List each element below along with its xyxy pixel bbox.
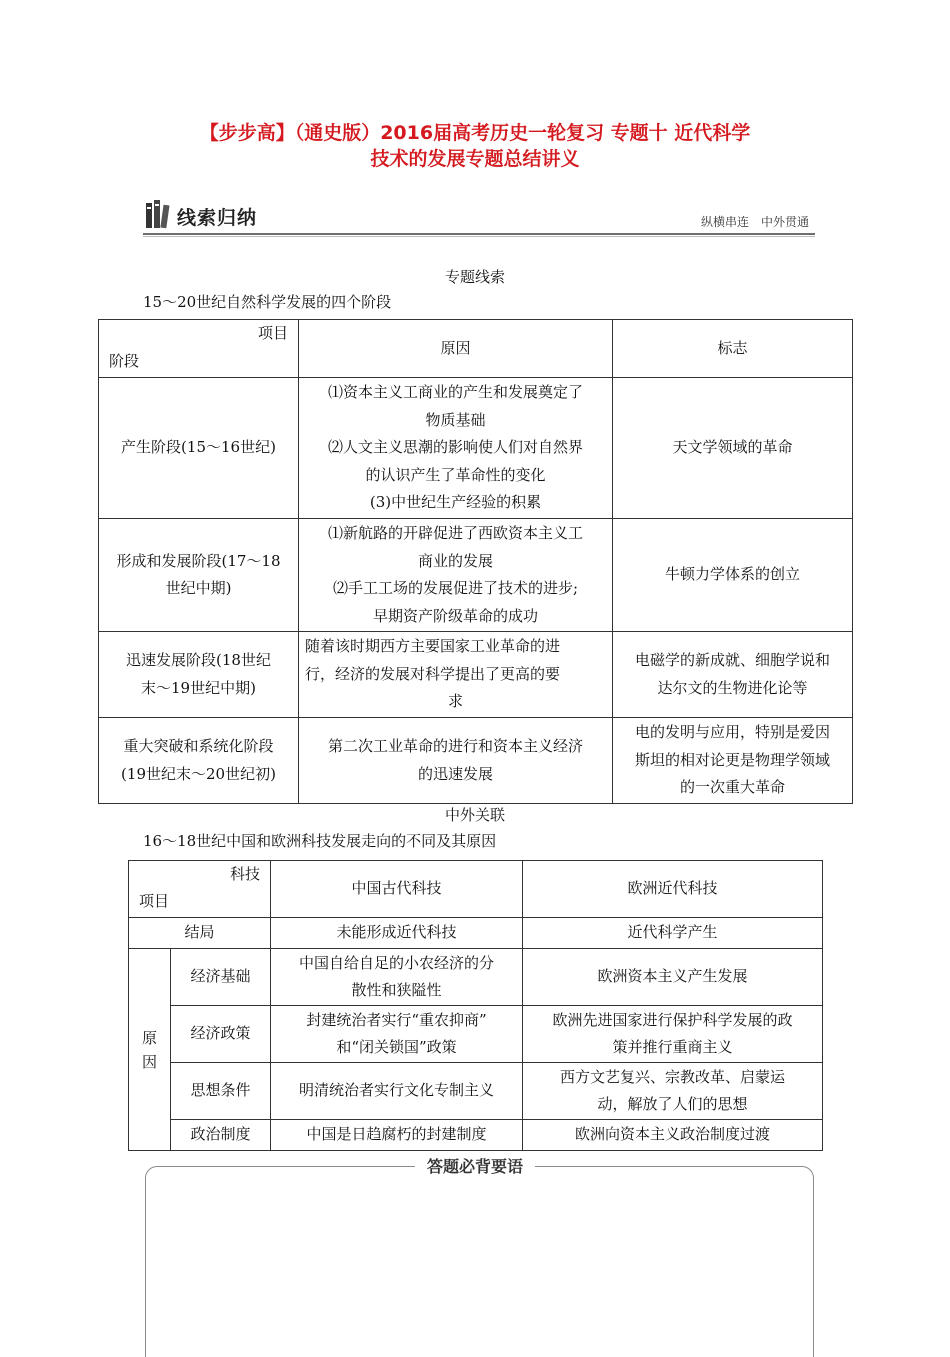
table-row [99, 519, 853, 632]
books-icon [145, 199, 171, 229]
cause-line: (3)中世纪生产经验的积累 [369, 493, 542, 512]
reason-line: 散性和狭隘性 [351, 981, 442, 999]
cause-line: 随着该时期西方主要国家工业革命的进 [305, 637, 561, 656]
reason-line: 封建统治者实行“重农抑商” [306, 1010, 487, 1029]
table-row [129, 1063, 823, 1120]
stage-cell [99, 718, 299, 804]
mark-line: 电磁学的新成就、细胞学说和 [634, 651, 830, 669]
banner-subtitle: 纵横串连 中外贯通 [700, 215, 809, 229]
cause-line: ⑵人文主义思潮的影响使人们对自然界 [327, 438, 583, 457]
stage-cell [99, 519, 299, 632]
outcome-europe: 近代科学产生 [523, 918, 823, 949]
table-header-row [129, 861, 823, 918]
table-row [99, 632, 853, 718]
title-line-2: 技术的发展专题总结讲义 [370, 148, 580, 170]
stage-line: 重大突破和系统化阶段 [123, 737, 274, 755]
reason-label-char: 原 [141, 1028, 157, 1047]
diagonal-header-cell [99, 320, 299, 378]
stage-line: (19世纪末～20世纪初) [121, 764, 276, 783]
stage-line: 形成和发展阶段(17～18 [116, 551, 281, 570]
header-item-label: 项目 [139, 891, 170, 910]
reason-line: 西方文艺复兴、宗教改革、启蒙运 [559, 1067, 785, 1086]
header-tech-label: 科技 [229, 865, 260, 883]
section2-caption: 16～18世纪中国和欧洲科技发展走向的不同及其原因 [143, 832, 497, 850]
cause-line: 行，经济的发展对科学提出了更高的要 [305, 664, 561, 683]
reason-line: 和“闭关锁国”政策 [336, 1038, 457, 1056]
reason-item: 思想条件 [171, 1063, 271, 1120]
banner-divider [143, 233, 815, 235]
cause-line: 物质基础 [425, 410, 486, 429]
mark-line: 斯坦的相对论更是物理学领域 [634, 750, 830, 769]
reason-china [271, 949, 523, 1006]
cause-line: 早期资产阶级革命的成功 [372, 606, 538, 625]
section2-label: 中外关联 [444, 806, 505, 824]
cause-cell [299, 519, 613, 632]
cause-line: ⑴资本主义工商业的产生和发展奠定了 [327, 383, 583, 402]
table-row [129, 918, 823, 949]
cause-line: 的迅速发展 [417, 764, 493, 783]
reason-europe: 欧洲资本主义产生发展 [523, 949, 823, 1006]
tip-box-frame [145, 1166, 814, 1357]
cause-line: ⑴新航路的开辟促进了西欧资本主义工 [327, 524, 583, 542]
stages-table [98, 319, 853, 804]
stage-line: 迅速发展阶段(18世纪 [126, 651, 271, 669]
reason-europe: 欧洲向资本主义政治制度过渡 [523, 1120, 823, 1151]
header-mark: 标志 [613, 320, 853, 378]
table-header-row [99, 320, 853, 378]
header-cause: 原因 [299, 320, 613, 378]
mark-cell: 天文学领域的革命 [613, 378, 853, 519]
cause-line: 的认识产生了革命性的变化 [365, 465, 546, 484]
stage-line: 末～19世纪中期) [141, 678, 256, 697]
reason-line: 中国自给自足的小农经济的分 [298, 953, 494, 972]
table-row [99, 718, 853, 804]
section1-label: 专题线索 [444, 268, 505, 286]
reason-china [271, 1006, 523, 1063]
comparison-table [128, 860, 823, 1151]
reason-label-cell [129, 949, 171, 1151]
reason-item: 政治制度 [171, 1120, 271, 1151]
reason-europe [523, 1063, 823, 1120]
reason-china: 中国是日趋腐朽的封建制度 [271, 1120, 523, 1151]
table-row [129, 1006, 823, 1063]
mark-line: 达尔文的生物进化论等 [657, 678, 808, 697]
diagonal-header-cell [129, 861, 271, 918]
mark-line: 的一次重大革命 [679, 778, 785, 797]
reason-line: 策并推行重商主义 [612, 1038, 733, 1056]
cause-cell [299, 632, 613, 718]
reason-item: 经济基础 [171, 949, 271, 1006]
reason-item: 经济政策 [171, 1006, 271, 1063]
outcome-china: 未能形成近代科技 [271, 918, 523, 949]
mark-cell [613, 632, 853, 718]
document-title [100, 120, 850, 172]
header-stage-label: 阶段 [109, 351, 140, 370]
cause-line: 商业的发展 [417, 551, 493, 570]
banner-divider-thin [143, 236, 815, 237]
header-china: 中国古代科技 [271, 861, 523, 918]
reason-label-char: 因 [141, 1052, 157, 1071]
cause-cell [299, 378, 613, 519]
cause-line: ⑵手工工场的发展促进了技术的进步; [332, 579, 579, 597]
section1-caption: 15～20世纪自然科学发展的四个阶段 [143, 293, 392, 311]
stage-cell [99, 632, 299, 718]
reason-line: 欧洲先进国家进行保护科学发展的政 [552, 1010, 793, 1029]
stage-line: 世纪中期) [165, 579, 232, 597]
section-banner [143, 197, 815, 237]
reason-china: 明清统治者实行文化专制主义 [271, 1063, 523, 1120]
mark-cell [613, 718, 853, 804]
header-europe: 欧洲近代科技 [523, 861, 823, 918]
banner-title: 线索归纳 [177, 207, 258, 229]
title-line-1: 【步步高】（通史版）2016届高考历史一轮复习 专题十 近代科学 [199, 122, 751, 144]
table-row [129, 949, 823, 1006]
header-item-label: 项目 [257, 324, 288, 342]
reason-line: 动，解放了人们的思想 [597, 1095, 748, 1113]
tip-box-title-text: 答题必背要语 [415, 1157, 535, 1176]
outcome-label: 结局 [129, 918, 271, 949]
cause-cell [299, 718, 613, 804]
tip-box-title [0, 1154, 950, 1177]
table-row [99, 378, 853, 519]
cause-line: 第二次工业革命的进行和资本主义经济 [327, 737, 583, 755]
table-row [129, 1120, 823, 1151]
stage-cell: 产生阶段(15～16世纪) [99, 378, 299, 519]
mark-line: 电的发明与应用，特别是爱因 [634, 723, 830, 742]
reason-europe [523, 1006, 823, 1063]
cause-line: 求 [447, 692, 463, 711]
mark-cell: 牛顿力学体系的创立 [613, 519, 853, 632]
